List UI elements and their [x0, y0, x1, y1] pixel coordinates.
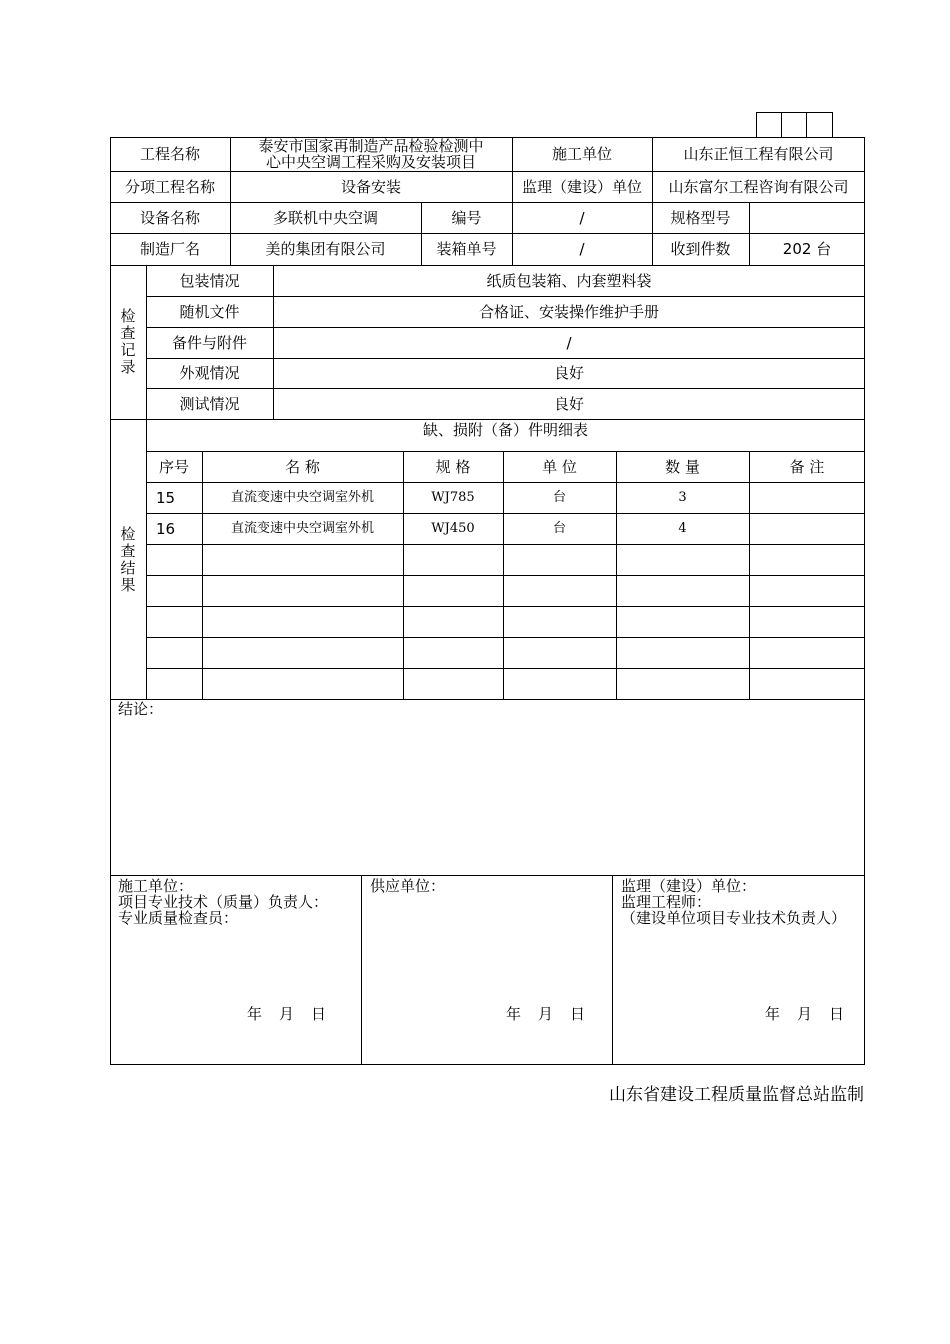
table-row-1-name: 直流变速中央空调室外机 [230, 489, 374, 505]
spec-label: 规格型号 [670, 208, 731, 227]
inspection-result-side-label: 检查结果 [120, 525, 136, 594]
record-label-spares: 备件与附件 [171, 333, 247, 352]
contractor-label: 施工单位 [551, 145, 612, 163]
sig-supervisor-block [621, 878, 865, 926]
record-value-appearance: 良好 [553, 364, 584, 382]
packing-no-label: 装箱单号 [436, 240, 497, 258]
table-row-4 [146, 575, 865, 606]
record-label-appearance: 外观情况 [179, 364, 240, 382]
table-row-1-unit: 台 [552, 489, 566, 505]
record-value-packing: 纸质包装箱、内套塑料袋 [486, 271, 652, 290]
table-row-7 [146, 668, 865, 699]
date-month: 月 [279, 1005, 295, 1023]
sig-contractor-line3: 专业质量检查员： [118, 909, 239, 927]
equipment-value: 多联机中央空调 [272, 208, 378, 227]
contractor-value: 山东正恒工程有限公司 [683, 145, 834, 163]
sig-supervisor-line2: 监理工程师： [621, 893, 712, 911]
project-name-label: 工程名称 [139, 145, 200, 163]
date-month: 月 [797, 1005, 813, 1023]
table-row-2-spec: WJ450 [431, 520, 475, 536]
table-row-2-qty: 4 [678, 520, 687, 536]
date-month: 月 [538, 1005, 554, 1023]
col-header-unit: 单 位 [542, 457, 577, 476]
maker-label: 制造厂名 [139, 240, 200, 258]
date-year: 年 [247, 1005, 263, 1023]
sig-contractor-line2: 项目专业技术（质量）负责人： [118, 893, 329, 911]
table-row-2-name: 直流变速中央空调室外机 [230, 520, 374, 536]
table-row-1-qty: 3 [678, 489, 687, 505]
table-row-3 [146, 544, 865, 575]
date-day: 日 [829, 1005, 845, 1023]
project-name-line2: 心中央空调工程采购及安装项目 [265, 153, 476, 171]
subproject-value: 设备安装 [340, 177, 401, 196]
project-name-line1: 泰安市国家再制造产品检验检测中 [258, 137, 484, 155]
table-row-1-index: 15 [156, 488, 176, 507]
footer-issuer: 山东省建设工程质量监督总站监制 [609, 1085, 864, 1105]
date-day: 日 [311, 1005, 327, 1023]
sig-supplier-block [370, 878, 610, 894]
header-box-3 [806, 112, 833, 138]
table-row-2-index: 16 [156, 519, 176, 538]
inspection-record-side-label: 检查记录 [120, 307, 136, 376]
supervisor-value: 山东富尔工程咨询有限公司 [668, 177, 849, 196]
received-label: 收到件数 [670, 240, 731, 258]
col-header-index: 序号 [158, 457, 189, 476]
date-supervisor [765, 1003, 844, 1024]
record-label-packing: 包装情况 [179, 271, 240, 290]
table-row-1-spec: WJ785 [431, 489, 475, 505]
date-supplier [506, 1003, 585, 1024]
record-value-test: 良好 [553, 394, 584, 413]
record-label-documents: 随机文件 [179, 302, 240, 321]
table-row-6 [146, 637, 865, 668]
header-box-1 [756, 112, 782, 138]
col-header-remark: 备 注 [789, 457, 825, 476]
conclusion-label: 结论： [118, 700, 164, 718]
date-day: 日 [570, 1005, 586, 1023]
col-header-qty: 数 量 [665, 457, 700, 476]
table-row-2-unit: 台 [552, 520, 566, 536]
record-label-test: 测试情况 [179, 394, 240, 413]
spec-value [749, 202, 865, 233]
header-box-2 [781, 112, 807, 138]
sig-contractor-line1: 施工单位： [118, 877, 194, 895]
maker-value: 美的集团有限公司 [265, 240, 386, 258]
record-value-spares: / [566, 333, 572, 352]
equipment-label: 设备名称 [139, 208, 200, 227]
sig-supervisor-line1: 监理（建设）单位： [621, 877, 757, 895]
serial-value: / [579, 208, 585, 227]
record-value-documents: 合格证、安装操作维护手册 [478, 302, 659, 321]
defect-table-title: 缺、损附（备）件明细表 [422, 421, 588, 439]
project-name-value [230, 137, 512, 171]
table-row-5 [146, 606, 865, 637]
table-row-2-remark [749, 513, 865, 544]
subproject-label: 分项工程名称 [124, 177, 215, 196]
serial-label: 编号 [451, 208, 482, 227]
supervisor-label: 监理（建设）单位 [521, 177, 642, 196]
sig-contractor-block [118, 878, 358, 926]
col-header-spec: 规 格 [435, 457, 471, 476]
table-row-1-remark [749, 482, 865, 513]
date-year: 年 [506, 1005, 522, 1023]
date-year: 年 [765, 1005, 781, 1023]
col-header-name: 名 称 [285, 457, 320, 476]
date-contractor [247, 1003, 326, 1024]
sig-supplier-line1: 供应单位： [370, 877, 446, 895]
packing-no-value: / [579, 240, 585, 258]
sig-supervisor-line3: （建设单位项目专业技术负责人） [621, 909, 847, 927]
received-value: 202 台 [782, 240, 832, 258]
